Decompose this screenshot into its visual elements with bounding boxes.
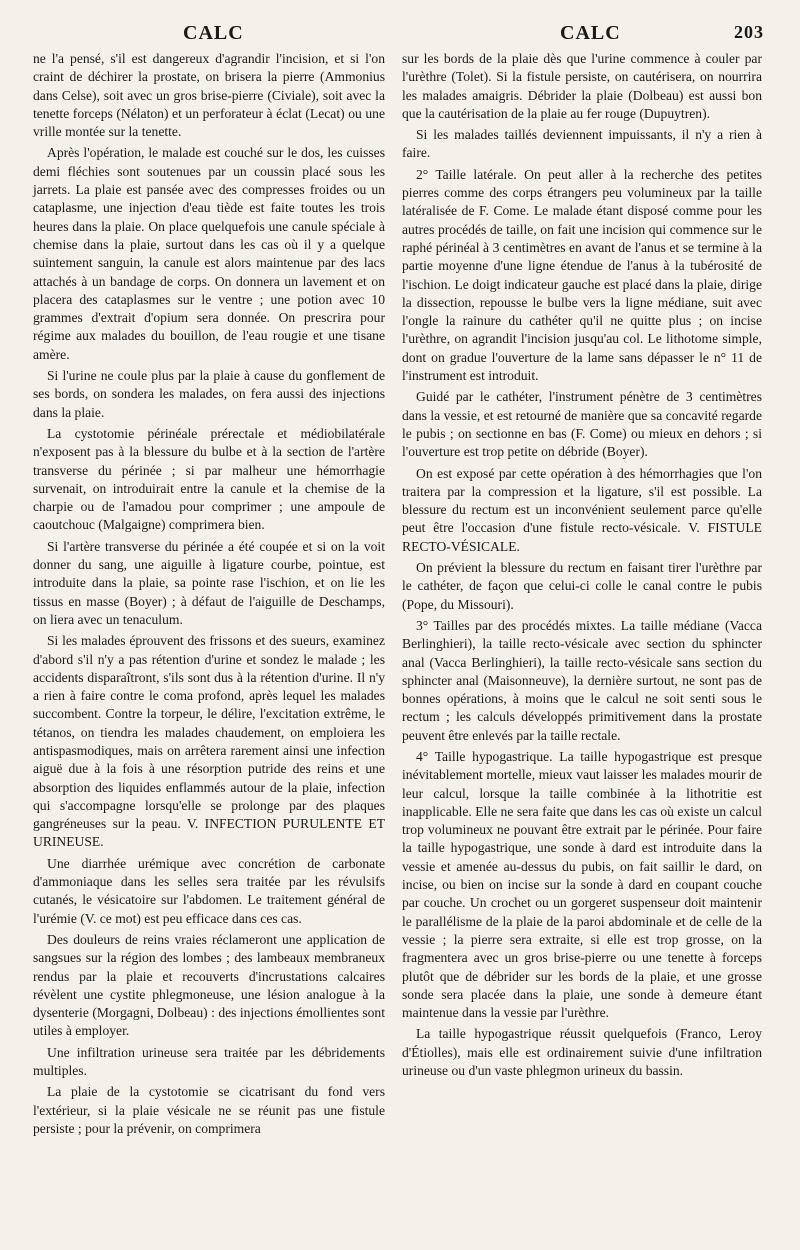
paragraph: ne l'a pensé, s'il est dangereux d'agrandir l'incision, et si l'on craint de déchirer la prostate, on brisera la pierre (Ammonius dans Celse), soit avec un gros brise-pierre (Civiale), soit avec la tenette forceps (Nélaton) et un perforateur à éclat (Lecat) ou une vrille montée sur la tenette. — [33, 51, 385, 140]
paragraph: Si les malades taillés deviennent impuissants, il n'y a rien à faire. — [402, 127, 762, 161]
paragraph: Guidé par le cathéter, l'instrument pénètre de 3 centimètres dans la vessie, et est retourné de manière que sa concavité regarde le pubis ; on sectionne en bas (F. Come) ou mieux en dehors ; si l'ouverture est trop petite on débride (Boyer). — [402, 389, 762, 460]
right-column — [402, 50, 762, 1083]
paragraph: Si l'artère transverse du périnée a été coupée et si on la voit donner du sang, une aiguille à ligature courbe, pointue, est introduite dans la plaie, sa pointe rase l'ischion, et on lie les tissus en masse (Boyer) ; à défaut de l'aiguille de Deschamps, on liera avec un tenaculum. — [33, 538, 385, 627]
paragraph: La cystotomie périnéale prérectale et médiobilatérale n'exposent pas à la blessure du bulbe et à la section de l'artère transverse du périnée ; si par malheur une hémorrhagie survenait, on introduirait entre la canule et la chemise de la charpie ou de l'amadou pour comprimer ; une ampoule de caoutchouc (Malgaigne) comprimera bien. — [33, 425, 385, 533]
page-number: 203 — [734, 22, 764, 42]
paragraph: 3° Tailles par des procédés mixtes. La taille médiane (Vacca Berlinghieri), la taille recto-vésicale avec section du sphincter anal (Vacca Berlinghieri), la taille recto-vésicale sans section du sphincter anal (Maisonneuve), la dernière surtout, ne sont pas de bonnes opérations, à moins que le calcul ne soit senti sous le rectum ; les calculs développés primitivement dans la prostate peuvent être enlevés par la taille rectale. — [402, 617, 762, 743]
left-column — [33, 50, 385, 1141]
paragraph: Si l'urine ne coule plus par la plaie à cause du gonflement de ses bords, on sondera les malades, on fera aussi des injections dans la plaie. — [33, 368, 385, 420]
paragraph: sur les bords de la plaie dès que l'urine commence à couler par l'urèthre (Tolet). Si la fistule persiste, on cautérisera, on nourrira les malades amaigris. Débrider la plaie (Dolbeau) est aussi bon que la cautérisation de la plaie au fer rouge (Dupuytren). — [402, 51, 762, 121]
paragraph: Une infiltration urineuse sera traitée par les débridements multiples. — [33, 1044, 385, 1079]
paragraph: 4° Taille hypogastrique. La taille hypogastrique est presque inévitablement mortelle, mieux vaut laisser les malades mourir de leur calcul, lorsque la taille combinée à la lithotritie est inapplicable. Elle ne sera faite que dans les cas où existe un calcul trop volumineux ne pouvant être extrait par le périnée. Pour faire la taille hypogastrique, une sonde à dard est introduite dans la vessie et amenée au-dessus du pubis, on fait saillir le dard, on incise, ou bien on incise sur la sonde à dard en coupant couche par couche. Un crochet ou un gorgeret suspenseur doit maintenir le parallélisme de la plaie de la paroi abdominale et de celle de la vessie ; la pierre sera extraite, si elle est trop grosse, on la fragmentera avec un gros brise-pierre ou une tenette à forceps plutôt que de débrider sur les bords de la plaie, et une grosse sonde sera placée dans la plaie, une sonde à demeure étant maintenue dans la vessie par l'urèthre. — [402, 748, 762, 1021]
paragraph: La taille hypogastrique réussit quelquefois (Franco, Leroy d'Étiolles), mais elle est ordinairement suivie d'une infiltration urineuse ou d'un vaste phlegmon urineux du bassin. — [402, 1026, 762, 1079]
paragraph: Après l'opération, le malade est couché sur le dos, les cuisses demi fléchies sont soutenues par un coussin placé sous les jarrets. La plaie est pansée avec des compresses froides ou un cataplasme, une injection d'eau tiède est faite toutes les trois heures dans la plaie. On place quelquefois une canule spéciale à chemise dans la plaie, surtout dans les cas où il y a quelque suintement sanguin, la canule est alors maintenue par des lacs attachés à un bandage de corps. On donnera un lavement et on placera des cataplasmes sur le ventre ; une potion avec 10 grammes d'extrait d'opium sera donnée. On prescrira pour régime aux malades du bouillon, de l'eau rougie et une tisane amère. — [33, 145, 385, 362]
header-left-title: CALC — [183, 22, 244, 44]
paragraph: Des douleurs de reins vraies réclameront une application de sangsues sur la région des lombes ; des lambeaux membraneux rendus par la plaie et recouverts d'incrustations calcaires révèlent une cystite phlegmoneuse, une lésion analogue à la dysenterie (Morgagni, Dolbeau) : des injections émollientes sont utiles à employer. — [33, 931, 385, 1039]
header-right-title: CALC — [560, 22, 621, 44]
paragraph: On est exposé par cette opération à des hémorrhagies que l'on traitera par la compression et la ligature, s'il est possible. La blessure du rectum est un inconvénient seulement parce qu'elle peut être l'occasion d'une fistule recto-vésicale. V. FISTULE RECTO-VÉSICALE. — [402, 465, 762, 554]
paragraph: La plaie de la cystotomie se cicatrisant du fond vers l'extérieur, si la plaie vésicale ne se réunit pas une fistule persiste ; pour la prévenir, on comprimera — [33, 1084, 385, 1136]
paragraph: 2° Taille latérale. On peut aller à la recherche des petites pierres comme des corps étrangers peu volumineux par la taille latéralisée de F. Come. Le malade étant disposé comme pour les autres procédés de taille, on fait une incision qui commence sur le raphé périnéal à 3 centimètres en avant de l'anus et se termine à la partie moyenne d'une ligne étendue de l'anus à la tubérosité de l'ischion. Le doigt indicateur gauche est placé dans la plaie, dirige la dissection, repousse le bulbe vers la ligne médiane, suit avec l'ongle la rainure du cathéter qu'il ne quitte plus ; on incise l'urèthre, on agrandit l'incision jusqu'au col. Le lithotome simple, dont on gradue l'ouverture de la lame sans dépasser le n° 11 de l'instrument est introduit. — [402, 166, 762, 384]
paragraph: Si les malades éprouvent des frissons et des sueurs, examinez d'abord s'il n'y a pas rétention d'urine et sondez le malade ; les accidents disparaîtront, s'ils sont dus à la rétention d'urine. Il n'y a rien à faire contre le coma profond, après lequel les malades succombent. Contre la torpeur, le délire, l'excitation extrême, le tétanos, on tiendra les malades chaudement, on emploiera les antispasmodiques, mais on arrêtera rarement ainsi une infection aiguë due à la fois à une résorption putride des reins et une absorption des liquides enflammés autour de la plaie, infection qui s'accompagne lorsqu'elle se prolonge par des plaques gangréneuses sur la peau. V. INFECTION PURULENTE ET URINEUSE. — [33, 633, 385, 850]
paragraph: On prévient la blessure du rectum en faisant tirer l'urèthre par le cathéter, de façon que celui-ci colle le canal contre le pubis (Pope, du Missouri). — [402, 560, 762, 612]
running-header — [0, 22, 800, 52]
paragraph: Une diarrhée urémique avec concrétion de carbonate d'ammoniaque dans les selles sera traitée par les révulsifs cutanés, le vésicatoire sur l'abdomen. Le traitement général de l'urémie (V. ce mot) est peu efficace dans ces cas. — [33, 855, 385, 926]
